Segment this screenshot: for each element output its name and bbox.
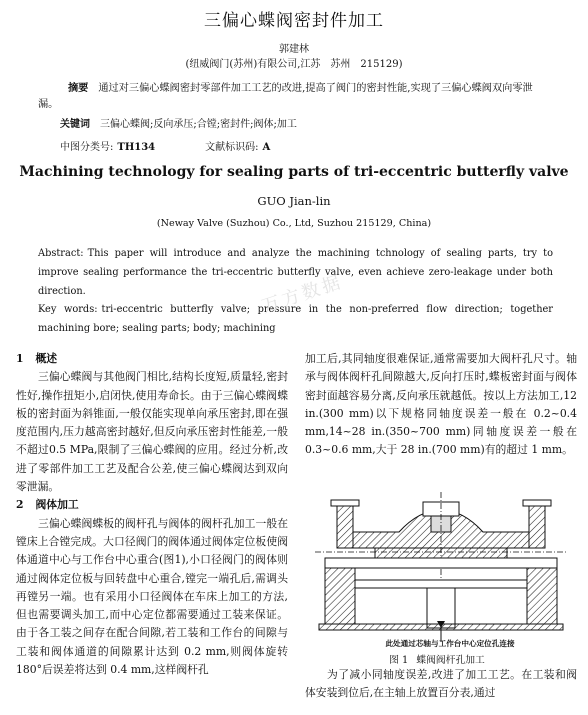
title-en: Machining technology for sealing parts of tri-eccentric butterfly valve xyxy=(19,164,569,180)
figure-1-number: 图 1 xyxy=(389,655,409,666)
right-column-text: 加工后,其同轴度很难保证,通常需要加大阀杆孔尺寸。轴承与阀体阀杆孔间隙越大,反向打压时,蝶板密封面与阀体密封面越容易分离,反向承压就越低。按以上方法加工,12 in.(300 mm)以下规格同轴度误差一般在 0.2~0.4 mm,14~28 in.(350~700 mm)同轴度误差一般在 0.3~0.6 mm,大于 28 in.(700 mm)有的超过 1 mm。 xyxy=(305,352,577,457)
keywords-cn-text: 三偏心蝶阀;反向承压;合镗;密封件;阀体;加工 xyxy=(100,119,297,130)
class-label: 中图分类号: xyxy=(60,142,114,153)
keywords-cn-label: 关键词 xyxy=(60,119,90,130)
right-column xyxy=(305,350,577,460)
affiliation-cn: (纽威阀门(苏州)有限公司,江苏 苏州 215129) xyxy=(185,59,403,70)
affiliation-en: (Neway Valve (Suzhou) Co., Ltd, Suzhou 215129, China) xyxy=(156,218,432,229)
abstract-cn-label: 摘要 xyxy=(68,82,89,94)
doc-label: 文献标识码: xyxy=(205,142,259,153)
author-cn: 郭建林 xyxy=(279,44,309,55)
abstract-cn xyxy=(38,80,553,113)
figure-1-annotation: 此处通过芯轴与工作台中心定位孔连接 xyxy=(385,639,515,648)
section-2-text: 三偏心蝶阀蝶板的阀杆孔与阀体的阀杆孔加工一般在镗床上合镗完成。大口径阀门的阀体通过阀体定位板使阀体通道中心与工作台中心重合(图1),小口径阀门的阀体则通过阀体定位板与回转盘中心重合,镗完一端孔后,需调头再镗另一端。也有采用小口径阀体在车床上加工的方法,但也需要调头加工,而中心定位都需要通过工装来保证。由于各工装之间存在配合间隙,若工装和工作台的间隙与工装和阀体通道的间隙累计达到 0.2 mm,则阀体旋转 180°后误差将达到 0.4 mm,这样阀杆孔 xyxy=(16,516,288,677)
watermark: 万方数据 xyxy=(259,271,346,318)
section-2-title: 阀体加工 xyxy=(35,498,79,512)
classification xyxy=(60,138,560,153)
doc-value: A xyxy=(262,142,271,153)
figure-1-title: 蝶阀阀杆孔加工 xyxy=(416,655,485,666)
section-2-number: 2 xyxy=(16,498,24,512)
keywords-en-label: Key words: xyxy=(38,304,98,315)
abstract-en-label: Abstract: xyxy=(38,248,84,259)
section-1-number: 1 xyxy=(16,352,24,365)
abstract-cn-text: 通过对三偏心蝶阀密封零部件加工工艺的改进,提高了阀门的密封性能,实现了三偏心蝶阀双向零泄漏。 xyxy=(38,83,533,110)
class-value: TH134 xyxy=(117,142,156,153)
section-1-text: 三偏心蝶阀与其他阀门相比,结构长度短,质量轻,密封性好,操作扭矩小,启闭快,使用寿命长。由于三偏心蝶阀蝶板的密封面为斜锥面,一般仅能实现单向承压密封,即在强度范围内,压力越高密封越好,但反向承压密封性能差,一般不超过0.5 MPa,限制了三偏心蝶阀的应用。经过分析,改进了零部件加工工艺及配合公差,使三偏心蝶阀达到双向零泄漏。 xyxy=(16,370,288,494)
section-1-title: 概述 xyxy=(35,352,58,365)
right-column-tail-text: 为了减小同轴度误差,改进了加工工艺。在工装和阀体安装到位后,在主轴上放置百分表,通过 xyxy=(305,668,577,700)
title-cn: 三偏心蝶阀密封件加工 xyxy=(204,11,384,31)
abstract-en-text: This paper will introduce and analyze the machining tchnology of sealing parts, try to improve sealing performance the tri-eccentric butterfly valve, even achieve zero-leakage under both direction. xyxy=(38,248,553,297)
keywords-cn xyxy=(60,118,560,132)
section-1-heading xyxy=(16,350,288,368)
keywords-en-text: tri-eccentric butterfly valve; pressure in the non-preferred flow direction; together machining bore; sealing parts; body; machining xyxy=(38,304,553,334)
figure-1-drawing xyxy=(315,492,567,647)
author-en: GUO Jian-lin xyxy=(257,194,331,208)
section-2-heading xyxy=(16,496,288,514)
left-column xyxy=(16,350,288,679)
figure-1-caption xyxy=(305,652,577,666)
